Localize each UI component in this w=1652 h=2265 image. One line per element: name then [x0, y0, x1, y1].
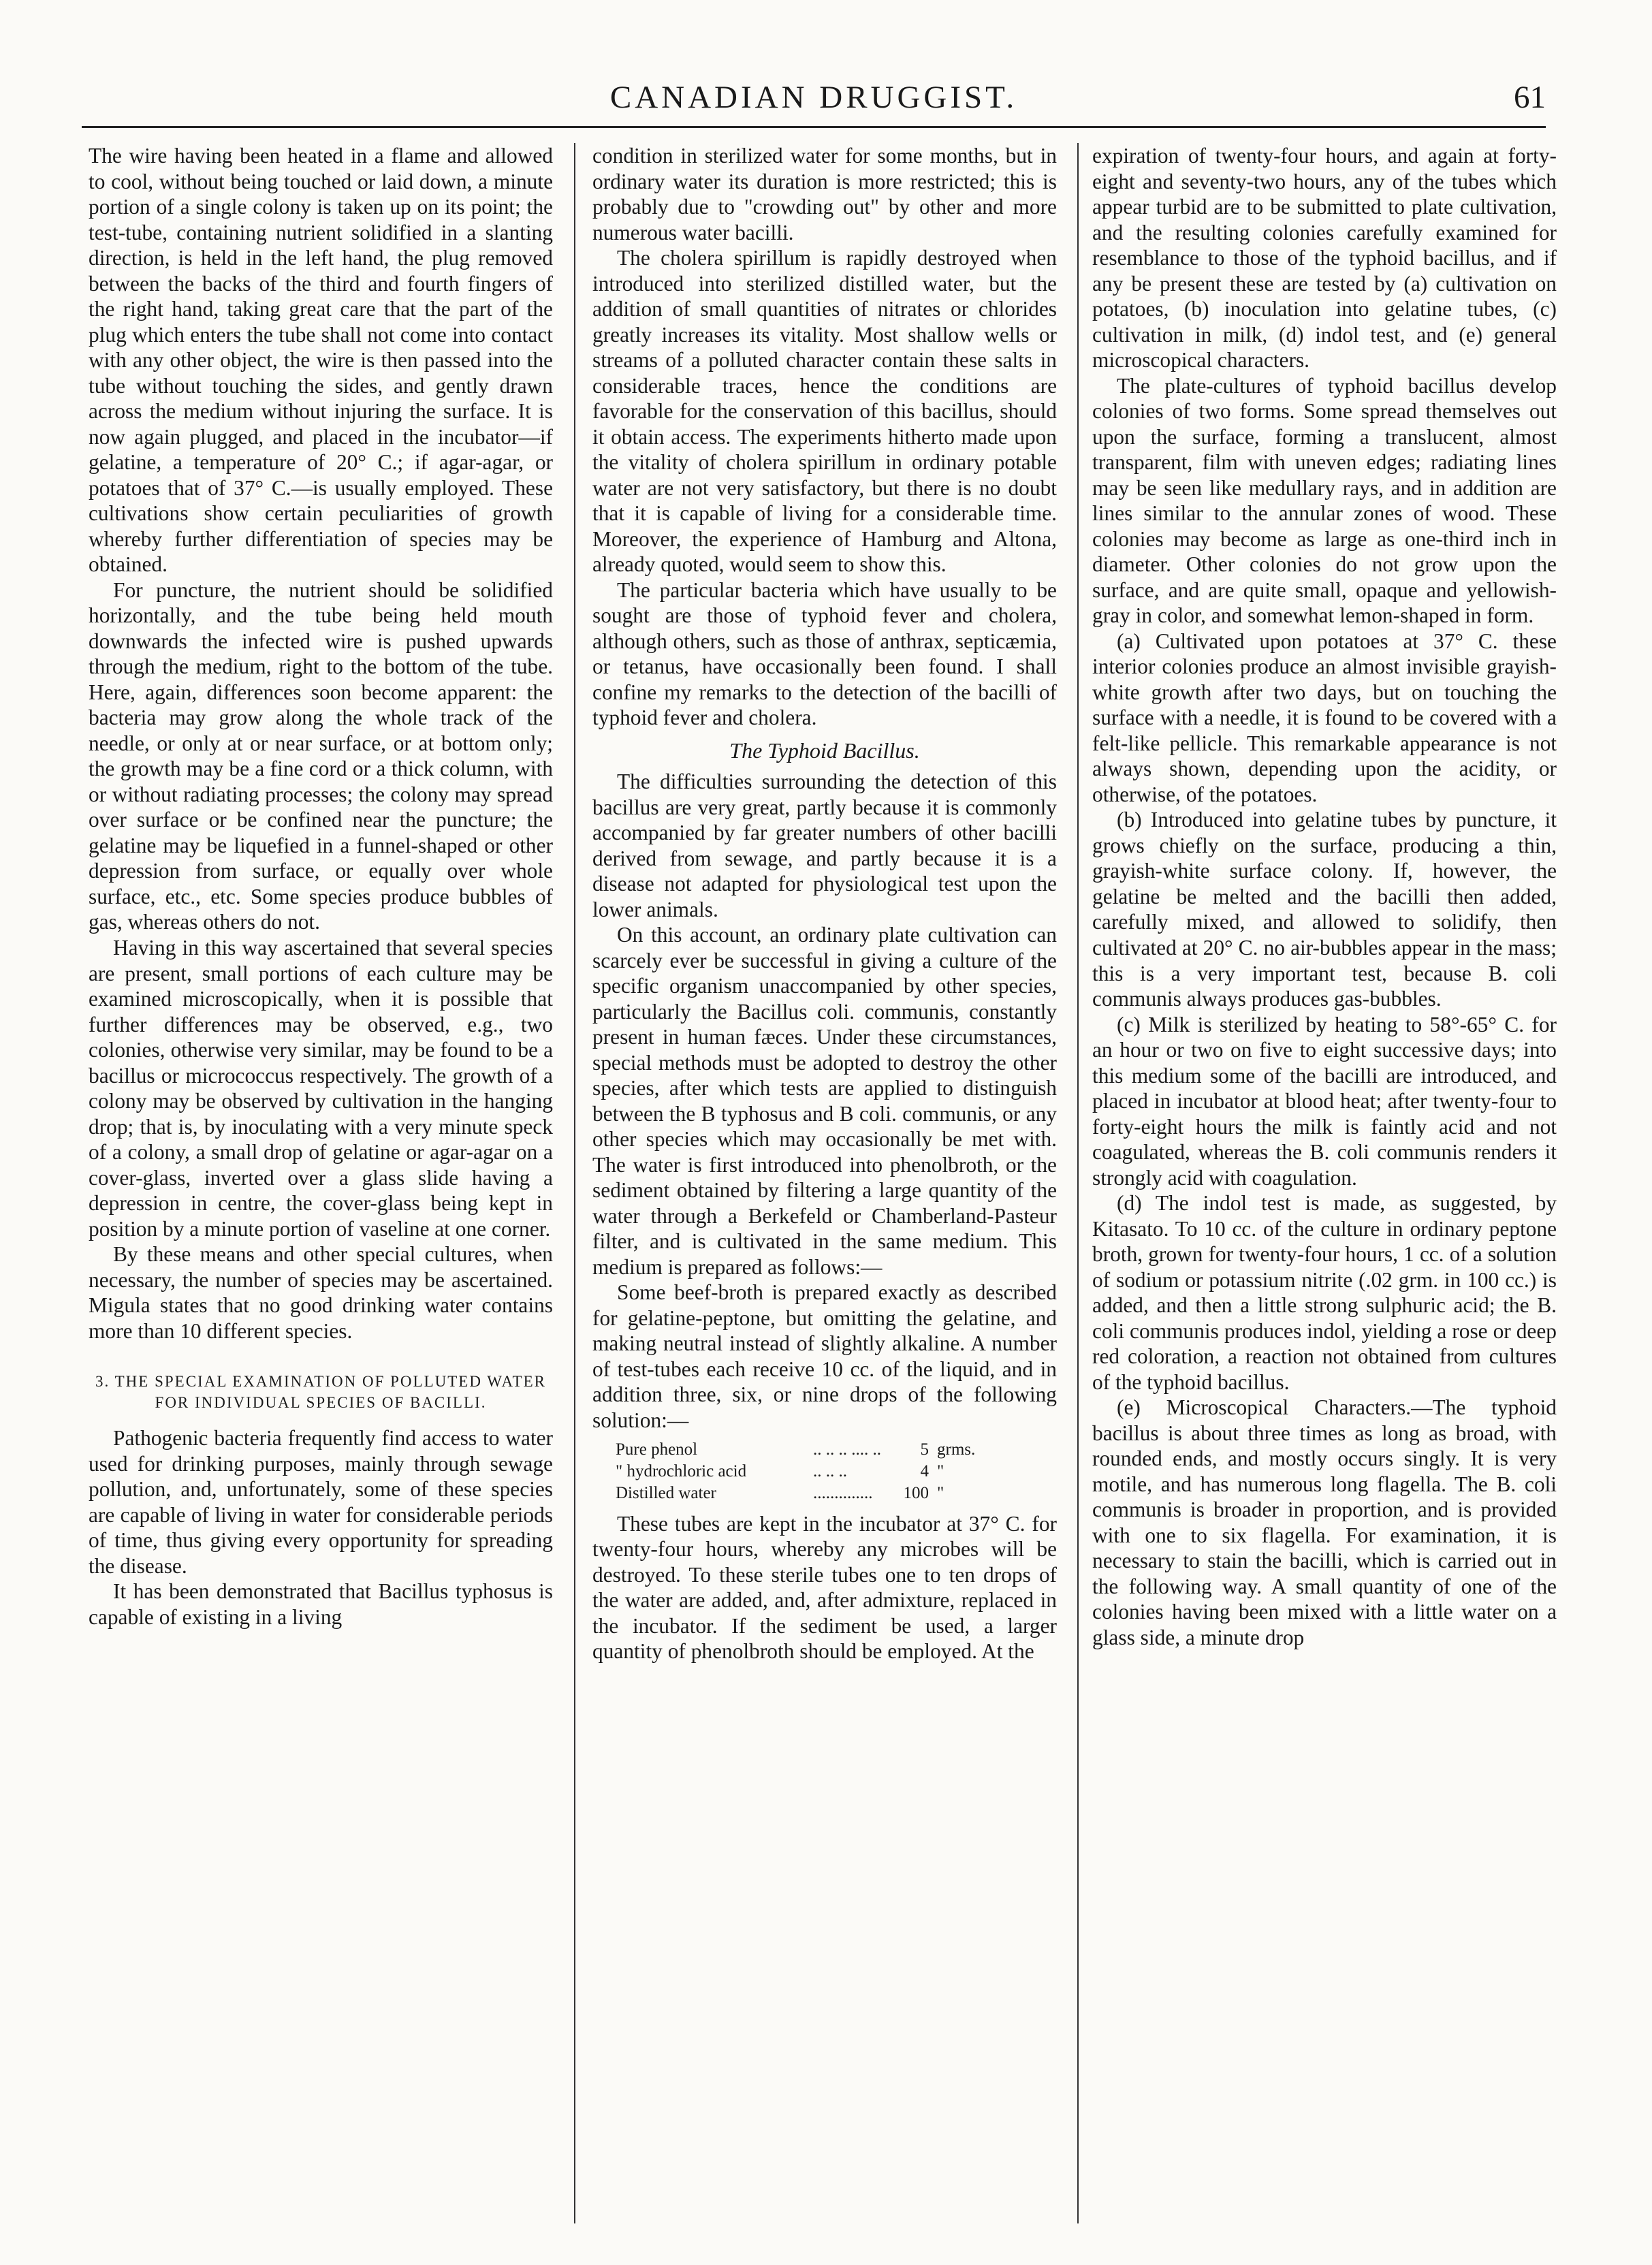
formula-name: Pure phenol — [616, 1440, 698, 1459]
paragraph: Having in this way ascertained that several species are present, small portions of each culture may be examined microscopically, when it is possible that further differences may be observed, e.g., two colonies, otherwise very similar, may be found to be a bacillus or micrococcus respectively. The growth of a colony may be observed by cultivation in the hanging drop; that is, by inoculating with a very minute speck of a colony, a small drop of gelatine or agar-agar on a cover-glass, inverted over a glass slide having a depression in centre, the cover-glass being kept in position by a minute portion of vaseline at one corner. — [89, 935, 553, 1241]
paragraph: The cholera spirillum is rapidly destroyed when introduced into sterilized distilled water, but the addition of small quantities of nitrates or chlorides greatly increases its vitality. Most shallow wells or streams of a polluted character contain these salts in considerable traces, hence the conditions are favorable for the conservation of this bacillus, should it obtain access. The experiments hitherto made upon the vitality of cholera spirillum in ordinary potable water are not very satisfactory, but there is no doubt that it is capable of living for a considerable time. Moreover, the experience of Hamburg and Altona, already quoted, would seem to show this. — [592, 246, 1057, 577]
paragraph: (a) Cultivated upon potatoes at 37° C. these interior colonies produce an almost invisible grayish-white growth after two days, but on touching the surface with a needle, it is found to be covered with a felt-like pellicle. This remarkable appearance is not always shown, depending upon the acidity, or otherwise, of the potatoes. — [1092, 629, 1557, 806]
paragraph: expiration of twenty-four hours, and again at forty-eight and seventy-two hours, any of the tubes which appear turbid are to be submitted to plate cultivation, and the resulting colonies carefully examined for resemblance to those of the typhoid bacillus, and if any be present these are tested by (a) cultivation on potatoes, (b) inoculation into gelatine tubes, (c) cultivation in milk, (d) indol test, and (e) general microscopical characters. — [1092, 144, 1557, 373]
formula-dots: .. .. .. .... .. — [813, 1440, 881, 1459]
paragraph: Some beef-broth is prepared exactly as described for gelatine-peptone, but omitting the gelatine, and making neutral instead of slightly alkaline. A number of test-tubes each receive 10 cc. of the liquid, and in addition three, six, or nine drops of the following solution:— — [592, 1280, 1057, 1432]
formula-table — [616, 1439, 1057, 1504]
formula-unit: " — [937, 1483, 944, 1502]
page-number: 61 — [1514, 80, 1546, 115]
paragraph: For puncture, the nutrient should be solidified horizontally, and the tube being held mouth downwards the infected wire is pushed upwards through the medium, right to the bottom of the tube. Here, again, differences soon become apparent: the bacteria may grow along the whole track of the needle, or only at or near surface, or at bottom only; the growth may be a fine cord or a thick column, with or without radiating processes; the colony may spread over surface or be confined near the puncture; the gelatine may be liquefied in a funnel-shaped or other depression from surface, or equally over whole surface, etc., etc. Some species produce bubbles of gas, whereas others do not. — [89, 577, 553, 934]
formula-unit: " — [937, 1461, 944, 1480]
text-column-3 — [1092, 143, 1557, 2227]
paragraph: These tubes are kept in the incubator at 37° C. for twenty-four hours, whereby any microbes will be destroyed. To these sterile tubes one to ten drops of the water are added, and, after admixture, replaced in the incubator. If the sediment be used, a larger quantity of phenolbroth should be employed. At the — [592, 1511, 1057, 1664]
formula-name: " hydrochloric acid — [616, 1461, 747, 1480]
paragraph: On this account, an ordinary plate cultivation can scarcely ever be successful in giving a culture of the specific organism unaccompanied by other species, particularly the Bacillus coli. communis, constantly present in human fæces. Under these circumstances, special methods must be adopted to destroy the other species, after which tests are applied to distinguish between the B typhosus and B coli. communis, or any other species which may occasionally be met with. The water is first introduced into phenolbroth, or the sediment obtained by filtering a large quantity of the water through a Berkefeld or Chamberland-Pasteur filter, and is cultivated in the same medium. This medium is prepared as follows:— — [592, 923, 1057, 1279]
formula-amt: 100 — [903, 1483, 929, 1502]
formula-dots: .. .. .. — [813, 1461, 847, 1480]
paragraph: (e) Microscopical Characters.—The typhoid bacillus is about three times as long as broad, with rounded ends, and mostly occurs singly. It is very motile, and has numerous long flagella. The B. coli communis is broader in proportion, and is provided with one to six flagella. For examination, it is necessary to stain the bacilli, which is carried out in the following way. A small quantity of one of the colonies having been mixed with a little water on a glass side, a minute drop — [1092, 1395, 1557, 1649]
header-rule — [82, 126, 1546, 128]
section-heading: 3. THE SPECIAL EXAMINATION OF POLLUTED WATER FOR INDIVIDUAL SPECIES OF BACILLI. — [95, 1373, 546, 1412]
paragraph: The plate-cultures of typhoid bacillus develop colonies of two forms. Some spread themselves out upon the surface, forming a translucent, almost transparent, film with uneven edges; radiating lines may be seen like medullary rays, and in addition are lines similar to the annular zones of wood. These colonies may become as large as one-third inch in diameter. Other colonies do not grow upon the surface, and are quite small, opaque and yellowish-gray in color, and somewhat lemon-shaped in form. — [1092, 373, 1557, 628]
subheading: The Typhoid Bacillus. — [729, 738, 920, 763]
formula-row — [616, 1461, 1057, 1483]
paragraph: (d) The indol test is made, as suggested, by Kitasato. To 10 cc. of the culture in ordinary peptone broth, grown for twenty-four hours, 1 cc. of a solution of sodium or potassium nitrite (.02 grm. in 100 cc.) is added, and then a little strong sulphuric acid; the B. coli communis produces indol, yielding a rose or deep red coloration, a reaction not obtained from cultures of the typhoid bacillus. — [1092, 1191, 1557, 1394]
formula-name: Distilled water — [616, 1483, 716, 1502]
paragraph: condition in sterilized water for some months, but in ordinary water its duration is more restricted; this is probably due to "crowding out" by other and more numerous water bacilli. — [592, 144, 1057, 244]
page-header — [82, 74, 1546, 128]
formula-amt: 5 — [920, 1440, 929, 1459]
text-column-2 — [592, 143, 1057, 2227]
paragraph: The wire having been heated in a flame and allowed to cool, without being touched or laid down, a minute portion of a single colony is taken up on its point; the test-tube, containing nutrient solidified in a slanting direction, is held in the left hand, the plug removed between the backs of the third and fourth fingers of the right hand, taking great care that the part of the plug which enters the tube shall not come into contact with any other object, the wire is then passed into the tube without touching the sides, and gently drawn across the medium without injuring the surface. It is now again plugged, and placed in the incubator—if gelatine, a temperature of 20° C.; if agar-agar, or potatoes that of 37° C.—is usually employed. These cultivations show certain peculiarities of growth whereby further differentiation of species may be obtained. — [89, 144, 553, 577]
text-column-1 — [89, 143, 553, 2227]
paragraph: The difficulties surrounding the detection of this bacillus are very great, partly because it is commonly accompanied by far greater numbers of other bacilli derived from sewage, and partly because it is a disease not adapted for physiological test upon the lower animals. — [592, 770, 1057, 921]
paragraph: The particular bacteria which have usually to be sought are those of typhoid fever and cholera, although others, such as those of anthrax, septicæmia, or tetanus, have occasionally been found. I shall confine my remarks to the detection of the bacilli of typhoid fever and cholera. — [592, 577, 1057, 730]
running-title: CANADIAN DRUGGIST. — [609, 80, 1018, 115]
formula-row — [616, 1439, 1057, 1461]
paragraph: By these means and other special cultures, when necessary, the number of species may be ascertained. Migula states that no good drinking water contains more than 10 different species. — [89, 1242, 553, 1343]
paragraph: It has been demonstrated that Bacillus typhosus is capable of existing in a living — [89, 1579, 553, 1629]
paragraph: Pathogenic bacteria frequently find access to water used for drinking purposes, mainly through sewage pollution, and, unfortunately, some of these species are capable of living in water for considerable periods of time, thus giving every opportunity for spreading the disease. — [89, 1426, 553, 1578]
formula-amt: 4 — [920, 1461, 929, 1480]
paragraph: (b) Introduced into gelatine tubes by puncture, it grows chiefly on the surface, producing a thin, grayish-white surface colony. If, however, the gelatine be melted and the bacilli then added, carefully mixed, and allowed to solidify, then cultivated at 20° C. no air-bubbles appear in the mass; this is a very important test, because B. coli communis always produces gas-bubbles. — [1092, 808, 1557, 1011]
formula-dots: .............. — [813, 1483, 873, 1502]
formula-unit: grms. — [937, 1440, 976, 1459]
paragraph: (c) Milk is sterilized by heating to 58°-65° C. for an hour or two on five to eight successive days; into this medium some of the bacilli are introduced, and placed in incubator at blood heat; after twenty-four to forty-eight hours the milk is faintly acid and not coagulated, whereas the B. coli communis renders it strongly acid with coagulation. — [1092, 1012, 1557, 1190]
column-divider — [1077, 143, 1079, 2223]
formula-row — [616, 1483, 1057, 1504]
column-divider — [574, 143, 575, 2223]
